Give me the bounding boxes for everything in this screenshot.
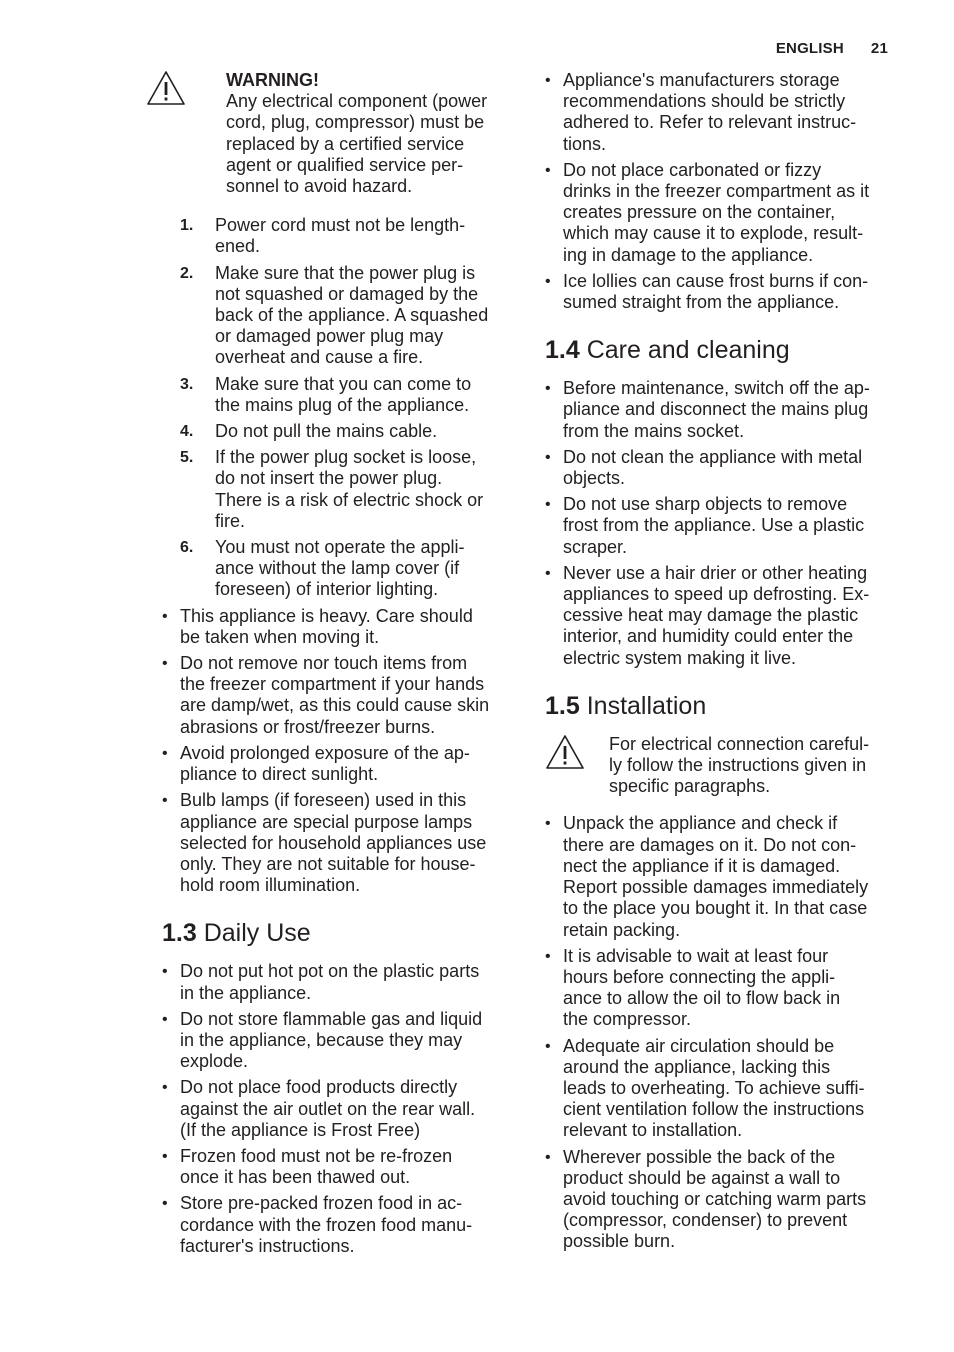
bullet-line: cessive heat may damage the plastic [563,605,859,626]
bullet-line: • Ice lollies can cause frost burns if con- [563,270,869,291]
bullet-line: • Wherever possible the back of the [563,1146,836,1167]
bullet-line: to the place you bought it. In that case [563,898,868,919]
note-line: ly follow the instructions given in [609,755,867,776]
bullet-line: be taken when moving it. [180,626,380,647]
section-title: Daily Use [203,919,311,948]
step-line: fire. [215,510,246,531]
warning-triangle-icon [545,734,609,770]
step-item [180,374,514,416]
bullet-line: Report possible damages immediately [563,877,869,898]
bullet-line: leads to overheating. To achieve suffi- [563,1077,865,1098]
bullet-line: pliance and disconnect the mains plug [563,399,869,420]
safety-bullets [146,606,514,897]
section-number: 1.4 [545,336,580,365]
bullet-line: ing in damage to the appliance. [563,244,814,265]
note-line: For electrical connection careful- [609,733,870,754]
bullet-item [545,946,897,1031]
bullet-line: • Store pre-packed frozen food in ac- [180,1193,463,1214]
installation-warning [545,734,897,798]
bullet-item [162,1193,514,1257]
warning-text [226,70,514,197]
bullet-item [162,1146,514,1188]
step-number: 2. [180,264,194,282]
bullet-item [162,790,514,896]
bullet-line: • Do not clean the appliance with metal [563,446,863,467]
bullet-line: in the appliance. [180,982,312,1003]
bullet-item [545,160,897,266]
warning-title: WARNING! [226,70,319,90]
step-line: ance without the lamp cover (if [215,558,460,579]
bullet-line: • Do not place food products directly [180,1077,458,1098]
bullet-line: hold room illumination. [180,875,361,896]
step-item [180,263,514,369]
step-number: 4. [180,423,194,441]
bullet-line: • Do not remove nor touch items from [180,653,468,674]
numbered-steps [146,215,514,600]
bullet-line: adhered to. Refer to relevant instruc- [563,112,857,133]
section-number: 1.3 [162,919,197,948]
step-number: 6. [180,539,194,557]
bullet-line: frost from the appliance. Use a plastic [563,515,865,536]
bullet-line: from the mains socket. [563,420,745,441]
language-label: ENGLISH [775,40,844,57]
bullet-line: selected for household appliances use [180,832,487,853]
bullet-item [545,70,897,155]
bullet-line: abrasions or frost/freezer burns. [180,716,436,737]
note-line: specific paragraphs. [609,776,771,797]
bullet-item [545,378,897,442]
bullet-line: • Before maintenance, switch off the ap- [563,378,870,399]
bullet-line: objects. [563,468,626,489]
warning-triangle-icon [146,70,226,106]
section-heading-care-cleaning [545,335,897,365]
bullet-line: • Frozen food must not be re-frozen [180,1145,453,1166]
bullet-item [162,606,514,648]
step-line: Do not pull the mains cable. [215,421,438,442]
step-line: or damaged power plug may [215,326,444,347]
warning-line: replaced by a certified service [226,133,465,154]
bullet-line: interior, and humidity could enter the [563,626,854,647]
warning-line: sonnel to avoid hazard. [226,176,413,197]
step-line: You must not operate the appli- [215,537,465,558]
step-item [180,421,514,442]
bullet-line: drinks in the freezer compartment as it [563,181,870,202]
bullet-line: there are damages on it. Do not con- [563,834,857,855]
bullet-line: ance to allow the oil to flow back in [563,988,841,1009]
bullet-item [162,743,514,785]
bullet-line: • Do not put hot pot on the plastic parts [180,961,480,982]
bullet-line: around the appliance, lacking this [563,1056,831,1077]
page-header [776,38,888,59]
bullet-line: recommendations should be strictly [563,91,846,112]
bullet-item [545,1036,897,1142]
bullet-item [545,563,897,669]
bullet-line: • Unpack the appliance and check if [563,813,838,834]
bullet-line: once it has been thawed out. [180,1167,411,1188]
warning-line: cord, plug, compressor) must be [226,112,485,133]
bullet-line: • Never use a hair drier or other heating [563,562,868,583]
bullet-line: facturer's instructions. [180,1235,355,1256]
bullet-line: product should be against a wall to [563,1167,841,1188]
bullet-item [162,1077,514,1141]
step-item [180,215,514,257]
bullet-line: cordance with the frozen food manu- [180,1214,473,1235]
page-number: 21 [870,40,888,57]
bullet-item [162,961,514,1003]
bullet-line: which may cause it to explode, result- [563,223,864,244]
bullet-item [545,813,897,940]
step-line: ened. [215,236,261,257]
installation-bullets [545,813,897,1252]
section-number: 1.5 [545,691,580,720]
step-line: Make sure that you can come to [215,373,472,394]
bullet-line: • Do not use sharp objects to remove [563,494,848,515]
warning-block [146,70,514,197]
warning-line: agent or qualified service per- [226,154,464,175]
step-line: do not insert the power plug. [215,468,443,489]
bullet-line: creates pressure on the container, [563,202,836,223]
bullet-line: appliances to speed up defrosting. Ex- [563,584,870,605]
bullet-line: (compressor, condenser) to prevent [563,1210,848,1231]
bullet-line: nect the appliance if it is damaged. [563,855,841,876]
bullet-line: avoid touching or catching warm parts [563,1188,867,1209]
bullet-line: retain packing. [563,919,681,940]
bullet-line: hours before connecting the appli- [563,966,836,987]
bullet-line: against the air outlet on the rear wall. [180,1098,476,1119]
storage-bullets [545,70,897,313]
bullet-line: are damp/wet, as this could cause skin [180,695,490,716]
warning-line: Any electrical component (power [226,91,488,112]
bullet-item [545,494,897,558]
bullet-line: • Do not place carbonated or fizzy [563,159,822,180]
section-heading-daily-use [162,918,514,948]
step-item [180,447,514,532]
bullet-line: • Bulb lamps (if foreseen) used in this [180,790,467,811]
bullet-line: possible burn. [563,1231,676,1252]
bullet-line: • It is advisable to wait at least four [563,945,829,966]
step-number: 5. [180,449,194,467]
bullet-line: • Appliance's manufacturers storage [563,70,840,90]
step-line: overheat and cause a fire. [215,347,424,368]
right-column [545,70,897,1258]
bullet-line: • This appliance is heavy. Care should [180,605,473,626]
installation-warning-text [609,734,869,798]
section-heading-installation [545,691,897,721]
step-line: the mains plug of the appliance. [215,394,470,415]
step-line: Make sure that the power plug is [215,262,476,283]
bullet-line: the compressor. [563,1009,692,1030]
bullet-line: explode. [180,1051,249,1072]
step-line: If the power plug socket is loose, [215,447,477,468]
bullet-line: • Do not store flammable gas and liquid [180,1008,483,1029]
bullet-line: cient ventilation follow the instructions [563,1099,865,1120]
bullet-item [162,1009,514,1073]
bullet-line: electric system making it live. [563,647,797,668]
step-number: 1. [180,217,194,235]
step-line: Power cord must not be length- [215,215,466,236]
step-line: foreseen) of interior lighting. [215,579,439,600]
bullet-line: relevant to installation. [563,1120,743,1141]
bullet-line: tions. [563,133,607,154]
bullet-line: the freezer compartment if your hands [180,674,485,695]
bullet-item [545,1147,897,1253]
bullet-item [545,271,897,313]
step-line: There is a risk of electric shock or [215,489,484,510]
bullet-line: (If the appliance is Frost Free) [180,1119,421,1140]
section-title: Care and cleaning [586,336,790,365]
bullet-line: in the appliance, because they may [180,1029,463,1050]
step-line: not squashed or damaged by the [215,283,479,304]
bullet-line: only. They are not suitable for house- [180,853,476,874]
left-column [146,70,514,1262]
bullet-line: scraper. [563,536,628,557]
bullet-item [545,447,897,489]
bullet-line: pliance to direct sunlight. [180,764,379,785]
step-item [180,537,514,601]
section-title: Installation [586,691,707,720]
bullet-item [162,653,514,738]
daily-use-bullets [146,961,514,1257]
bullet-line: sumed straight from the appliance. [563,292,840,313]
step-number: 3. [180,375,194,393]
care-bullets [545,378,897,669]
bullet-line: • Avoid prolonged exposure of the ap- [180,742,470,763]
step-line: back of the appliance. A squashed [215,305,489,326]
bullet-line: appliance are special purpose lamps [180,811,473,832]
bullet-line: • Adequate air circulation should be [563,1035,835,1056]
